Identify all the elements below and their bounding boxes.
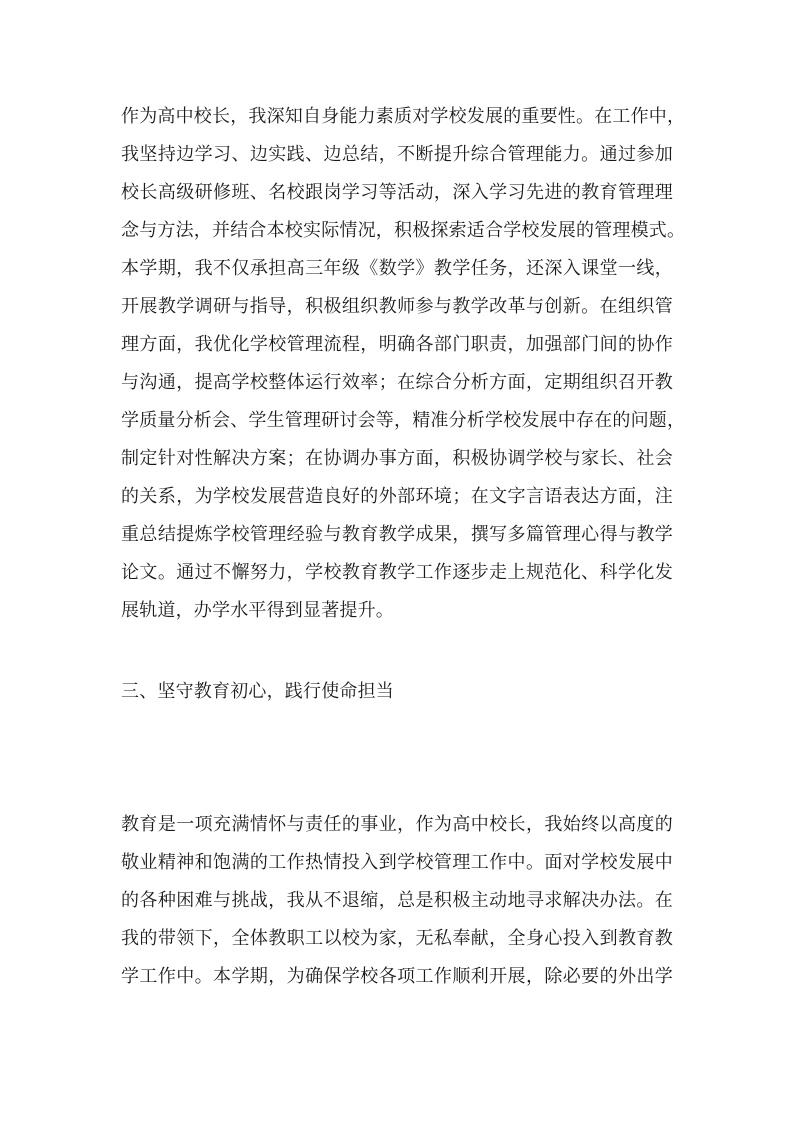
paragraph-line: 本学期，我不仅承担高三年级《数学》教学任务，还深入课堂一线， [121,258,673,279]
paragraph-line: 与沟通，提高学校整体运行效率；在综合分析方面，定期组织召开教 [121,372,673,393]
paragraph-line: 展轨道，办学水平得到显著提升。 [121,600,394,621]
paragraph-line: 开展教学调研与指导，积极组织教师参与教学改革与创新。在组织管 [121,296,673,317]
body-paragraph [121,806,673,996]
paragraph-line: 校长高级研修班、名校跟岗学习等活动，深入学习先进的教育管理理 [121,182,673,203]
body-paragraph [121,98,686,630]
paragraph-line: 的各种困难与挑战，我从不退缩，总是积极主动地寻求解决办法。在 [121,890,673,911]
paragraph-line: 敬业精神和饱满的工作热情投入到学校管理工作中。面对学校发展中 [121,852,673,873]
section-heading [121,673,673,711]
paragraph-line: 我的带领下，全体教职工以校为家，无私奉献，全身心投入到教育教 [121,928,673,949]
paragraph-line: 的关系，为学校发展营造良好的外部环境；在文字言语表达方面，注 [121,486,673,507]
paragraph-line: 教育是一项充满情怀与责任的事业，作为高中校长，我始终以高度的 [121,814,673,835]
paragraph-line: 我坚持边学习、边实践、边总结，不断提升综合管理能力。通过参加 [121,144,673,165]
paragraph-line: 作为高中校长，我深知自身能力素质对学校发展的重要性。在工作中， [121,106,686,127]
paragraph-line: 重总结提炼学校管理经验与教育教学成果，撰写多篇管理心得与教学 [121,524,673,545]
paragraph-line: 理方面，我优化学校管理流程，明确各部门职责，加强部门间的协作 [121,334,673,355]
paragraph-line: 学工作中。本学期，为确保学校各项工作顺利开展，除必要的外出学 [121,966,673,987]
paragraph-line: 学质量分析会、学生管理研讨会等，精准分析学校发展中存在的问题， [121,410,686,431]
section-heading-text: 三、坚守教育初心，践行使命担当 [121,681,394,702]
paragraph-line: 念与方法，并结合本校实际情况，积极探索适合学校发展的管理模式。 [121,220,686,241]
paragraph-line: 论文。通过不懈努力，学校教育教学工作逐步走上规范化、科学化发 [121,562,673,583]
paragraph-line: 制定针对性解决方案；在协调办事方面，积极协调学校与家长、社会 [121,448,673,469]
